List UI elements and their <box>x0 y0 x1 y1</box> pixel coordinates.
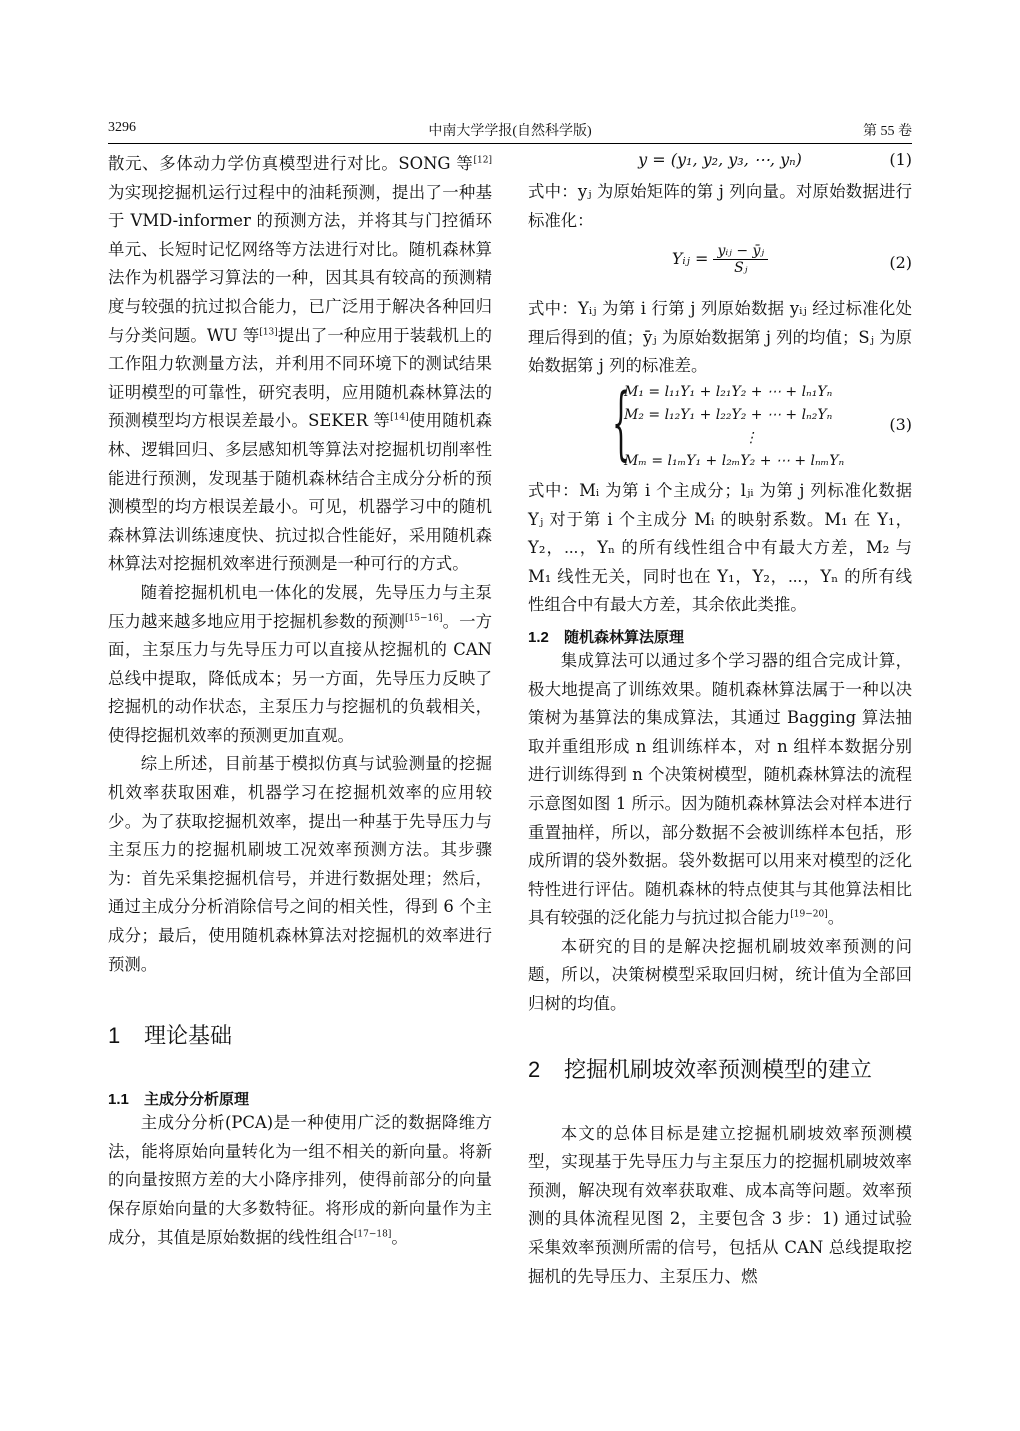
section-1-heading <box>108 1019 492 1050</box>
text-run: 综上所述，目前基于模拟仿真与试验测量的挖掘机效率获取困难，机器学习在挖掘机效率的应用较少。为了获取挖掘机效率，提出一种基于先导压力与主泵压力的挖掘机刷坡工况效率预测方法。其步骤为：首先采集挖掘机信号，并进行数据处理；然后，通过主成分分析消除信号之间的相关性，得到 6 个主成分；最后，使用随机森林算法对挖掘机的效率进行预测。 <box>108 754 492 974</box>
citation-ref: [12] <box>473 155 492 166</box>
section-1-2-heading <box>528 626 912 647</box>
running-header <box>108 120 912 142</box>
text-run: 式中：Yᵢⱼ 为第 i 行第 j 列原始数据 yᵢⱼ 经过标准化处理后得到的值；ȳⱼ 为原始数据第 j 列的均值；Sⱼ 为原始数据第 j 列的标准差。 <box>528 299 912 376</box>
text-run: 随着挖掘机机电一体化的发展，先导压力与主泵压力越来越多地应用于挖掘机参数的预测 <box>108 582 492 631</box>
citation-ref: [13] <box>259 327 278 338</box>
header-rule <box>108 143 912 144</box>
equation-2-denominator: Sⱼ <box>734 260 748 277</box>
section-1-1-heading <box>108 1088 492 1109</box>
text-run: 式中：Mᵢ 为第 i 个主成分；lⱼᵢ 为第 j 列标准化数据 Yⱼ 对于第 i 个主成分 Mᵢ 的映射系数。M₁ 在 Y₁，Y₂，⋯，Yₙ 的所有线性组合中有最大方差，M₂ 与 M₁ 线性无关，同时也在 Y₁，Y₂，⋯，Yₙ 的所有线性组合中有最大方差，其余依此类推。 <box>528 480 912 615</box>
text-run: 式中：yⱼ 为原始矩阵的第 j 列向量。对原始数据进行标准化： <box>528 182 912 230</box>
paragraph-4 <box>108 1109 492 1252</box>
text-run: 本研究的目的是解决挖掘机刷坡效率预测的问题，所以，决策树模型采取回归树，统计值为全部回归树的均值。 <box>528 936 912 1014</box>
paragraph-8 <box>528 647 912 933</box>
equation-2-numerator: yᵢⱼ − ȳⱼ <box>713 243 768 260</box>
equation-2-body <box>528 243 912 276</box>
equation-3-brace: { <box>612 375 630 469</box>
text-run: 。 <box>391 1227 408 1247</box>
text-run: 提出了一种应用于装载机上的工作阻力软测量方法，并利用不同环境下的测试结果证明模型的可靠性，研究表明，应用随机森林算法的预测模型均方根误差最小。SEKER 等 <box>108 325 493 431</box>
section-2-title: 挖掘机刷坡效率预测模型的建立 <box>564 1056 873 1082</box>
equation-1-body: y = (y₁, y₂, y₃, ⋯, yₙ) <box>638 150 802 169</box>
equation-1-number: (1) <box>889 150 912 169</box>
page-number: 3296 <box>108 120 136 135</box>
section-1-2-title: 随机森林算法原理 <box>564 628 685 646</box>
equation-3-line: ⋮ <box>744 429 758 446</box>
section-1-title: 理论基础 <box>144 1023 233 1049</box>
equation-2-lhs: Yᵢⱼ = <box>671 249 709 269</box>
section-1-number: 1 <box>108 1023 121 1049</box>
paragraph-1 <box>108 150 492 579</box>
citation-ref: [14] <box>390 412 409 423</box>
citation-ref: [19−20] <box>790 909 828 920</box>
paragraph-6 <box>528 295 912 381</box>
text-run: 散元、多体动力学仿真模型进行对比。SONG 等 <box>108 154 474 173</box>
equation-3-line: M₁ = l₁₁Y₁ + l₂₁Y₂ + ⋯ + lₙ₁Yₙ <box>624 383 833 400</box>
journal-name: 中南大学学报(自然科学版) <box>428 124 592 139</box>
equation-2-number: (2) <box>889 253 912 273</box>
text-run: 使用随机森林、逻辑回归、多层感知机等算法对挖掘机切削率性能进行预测，发现基于随机森林结合主成分分析的预测模型的均方根误差最小。可见，机器学习中的随机森林算法训练速度快、抗过拟合性能好，采用随机森林算法对挖掘机效率进行预测是一种可行的方式。 <box>108 411 492 574</box>
paragraph-3 <box>108 750 492 979</box>
section-2-heading <box>528 1053 912 1084</box>
equation-3-number: (3) <box>889 414 912 434</box>
text-run: 。一方面，主泵压力与先导压力可以直接从挖掘机的 CAN 总线中提取，降低成本；另一方面，先导压力反映了挖掘机的动作状态，主泵压力与挖掘机的负载相关，使得挖掘机效率的预测更加直观。 <box>108 611 493 745</box>
paragraph-10 <box>528 1120 912 1292</box>
left-column <box>108 150 492 1252</box>
paragraph-2 <box>108 579 492 751</box>
equation-2-fraction <box>713 243 768 276</box>
equation-2 <box>528 235 912 295</box>
paragraph-5 <box>528 178 912 235</box>
section-2-number: 2 <box>528 1056 541 1082</box>
equation-3-lines <box>624 381 844 473</box>
paragraph-7 <box>528 477 912 620</box>
equation-3 <box>528 375 912 477</box>
equation-3-line: M₂ = l₁₂Y₁ + l₂₂Y₂ + ⋯ + lₙ₂Yₙ <box>624 406 833 423</box>
right-column <box>528 150 912 1291</box>
text-run: 为实现挖掘机运行过程中的油耗预测，提出了一种基于 VMD-informer 的预测方法，并将其与门控循环单元、长短时记忆网络等方法进行对比。随机森林算法作为机器学习算法的一种，因其具有较高的预测精度与较强的抗过拟合能力，已广泛用于解决各种回归与分类问题。WU 等 <box>108 182 492 345</box>
text-run: 本文的总体目标是建立挖掘机刷坡效率预测模型，实现基于先导压力与主泵压力的挖掘机刷坡效率预测，解决现有效率获取难、成本高等问题。效率预测的具体流程见图 2，主要包含 3 步：1) 通过试验采集效率预测所需的信号，包括从 CAN 总线提取挖掘机的先导压力、主泵压力、燃 <box>528 1123 912 1286</box>
citation-ref: [17−18] <box>353 1229 392 1240</box>
text-run: 集成算法可以通过多个学习器的组合完成计算，极大地提高了训练效果。随机森林算法属于一种以决策树为基算法的集成算法，其通过 Bagging 算法抽取并重组形成 n 组训练样本，对 n 组样本数据分别进行训练得到 n 个决策树模型，随机森林算法的流程示意图如图 1 所示。因为随机森林算法会对样本进行重置抽样，所以，部分数据不会被训练样本包括，形成所谓的袋外数据。袋外数据可以用来对模型的泛化特性进行评估。随机森林的特点使其与其他算法相比具有较强的泛化能力与抗过拟合能力 <box>528 650 912 928</box>
section-1-1-title: 主成分分析原理 <box>144 1091 250 1109</box>
equation-3-line: Mₘ = l₁ₘY₁ + l₂ₘY₂ + ⋯ + lₙₘYₙ <box>624 452 845 469</box>
paragraph-9 <box>528 933 912 1019</box>
text-run: 。 <box>827 908 845 928</box>
volume-label: 第 55 卷 <box>863 124 912 139</box>
section-1-2-number: 1.2 <box>528 628 549 646</box>
section-1-1-number: 1.1 <box>108 1091 129 1109</box>
equation-1 <box>528 150 912 178</box>
citation-ref: [15−16] <box>405 613 443 624</box>
text-run: 主成分分析(PCA)是一种使用广泛的数据降维方法，能将原始向量转化为一组不相关的新向量。将新的向量按照方差的大小降序排列，使得前部分的向量保存原始向量的大多数特征。将形成的新向量作为主成分，其值是原始数据的线性组合 <box>108 1113 492 1247</box>
